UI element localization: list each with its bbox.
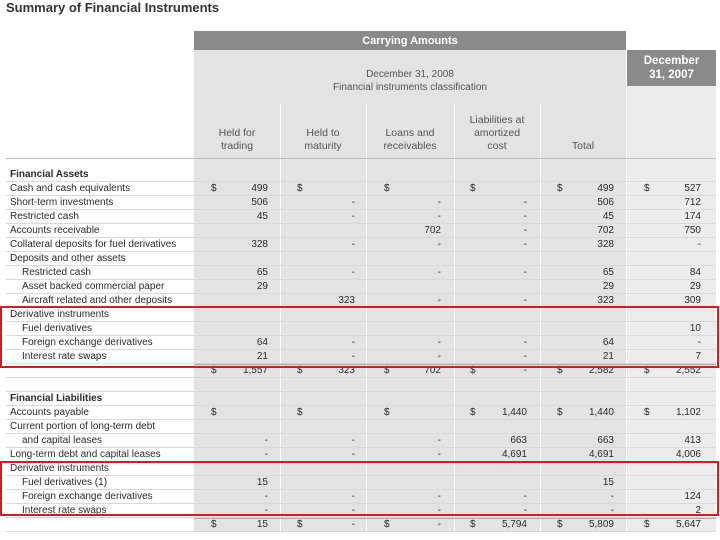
cell-value: 65 [256, 267, 268, 278]
cell-value: 4,006 [675, 449, 701, 460]
cell-value: 5,809 [588, 519, 614, 530]
currency-symbol: $ [211, 365, 217, 376]
cell-value: - [437, 239, 441, 250]
row-label: Fuel derivatives [22, 323, 93, 334]
cell-value: 64 [256, 337, 268, 348]
cell-value: - [437, 505, 441, 516]
cell-value: 21 [256, 351, 268, 362]
carrying-amounts-header [194, 31, 626, 50]
header-rule [6, 158, 716, 159]
currency-symbol: $ [557, 365, 563, 376]
cell-value: - [437, 491, 441, 502]
cell-value: 702 [424, 225, 441, 236]
table-row [0, 210, 720, 224]
cell-value: - [437, 337, 441, 348]
cell-value: - [351, 351, 355, 362]
cell-value: 527 [684, 183, 701, 194]
row-label: Foreign exchange derivatives [22, 491, 153, 502]
carrying-amounts-label: Carrying Amounts [362, 34, 458, 47]
cell-value: 750 [684, 225, 701, 236]
currency-symbol: $ [644, 519, 650, 530]
row-label: Deposits and other assets [10, 253, 126, 264]
row-label: Financial Assets [10, 169, 89, 180]
row-label: Aircraft related and other deposits [22, 295, 173, 306]
cell-value: 663 [510, 435, 527, 446]
col-label-line: cost [487, 140, 507, 152]
cell-value: - [610, 505, 614, 516]
row-label: Foreign exchange derivatives [22, 337, 153, 348]
cell-value: - [351, 267, 355, 278]
cell-value: - [437, 519, 441, 530]
currency-symbol: $ [211, 519, 217, 530]
cell-value: - [523, 267, 527, 278]
cell-value: 29 [256, 281, 268, 292]
table-row [0, 224, 720, 238]
cell-value: 1,440 [588, 407, 614, 418]
row-label: Derivative instruments [10, 309, 109, 320]
currency-symbol: $ [557, 519, 563, 530]
currency-symbol: $ [384, 365, 390, 376]
cell-value: 1,102 [675, 407, 701, 418]
cell-value: - [351, 197, 355, 208]
cell-value: - [523, 225, 527, 236]
currency-symbol: $ [557, 183, 563, 194]
cell-value: - [523, 239, 527, 250]
cell-value: 29 [602, 281, 614, 292]
cell-value: 2,552 [675, 365, 701, 376]
cell-value: 4,691 [588, 449, 614, 460]
col-label-line: amortized [473, 127, 521, 139]
cell-value: - [264, 449, 268, 460]
currency-symbol: $ [384, 183, 390, 194]
cell-value: 45 [256, 211, 268, 222]
cell-value: 413 [684, 435, 701, 446]
cell-value: - [437, 295, 441, 306]
col-label-line: receivables [383, 140, 437, 152]
page-title: Summary of Financial Instruments [6, 0, 220, 15]
cell-value: 2 [695, 505, 701, 516]
cell-value: 124 [684, 491, 701, 502]
row-label: Interest rate swaps [22, 351, 107, 362]
table-row [0, 168, 720, 182]
cell-value: - [697, 239, 701, 250]
december-2008-label: December 31, 2008 [366, 69, 454, 80]
cell-value: 21 [602, 351, 614, 362]
cell-value: 2,582 [588, 365, 614, 376]
cell-value: 712 [684, 197, 701, 208]
cell-value: 84 [689, 267, 701, 278]
table-row [0, 378, 720, 392]
cell-value: 663 [597, 435, 614, 446]
row-label: Accounts payable [10, 407, 89, 418]
row-label: Short-term investments [10, 197, 114, 208]
cell-value: - [351, 337, 355, 348]
currency-symbol: $ [384, 519, 390, 530]
cell-value: - [351, 491, 355, 502]
classification-label: Financial instruments classification [333, 82, 487, 93]
table-row [0, 518, 720, 532]
table-row [0, 448, 720, 462]
cell-value: 323 [338, 365, 355, 376]
table-row [0, 252, 720, 266]
cell-value: 702 [424, 365, 441, 376]
col-label-line: trading [220, 140, 254, 152]
currency-symbol: $ [470, 365, 476, 376]
cell-value: 499 [251, 183, 268, 194]
row-label: Accounts receivable [10, 225, 100, 236]
col-label-line: Held to [306, 127, 340, 139]
cell-value: - [437, 435, 441, 446]
col-total [540, 140, 626, 153]
currency-symbol: $ [297, 407, 303, 418]
cell-value: 323 [597, 295, 614, 306]
currency-symbol: $ [644, 407, 650, 418]
december-2007-label: December 31, 2007 [643, 55, 700, 81]
col-label-line: Loans and [385, 127, 435, 139]
cell-value: 323 [338, 295, 355, 306]
cell-value: - [523, 197, 527, 208]
col-label-line: maturity [304, 140, 342, 152]
cell-value: - [351, 435, 355, 446]
cell-value: 5,794 [501, 519, 527, 530]
currency-symbol: $ [297, 183, 303, 194]
cell-value: 1,557 [242, 365, 268, 376]
cell-value: - [351, 519, 355, 530]
cell-value: - [523, 365, 527, 376]
row-label: Long-term debt and capital leases [10, 449, 161, 460]
cell-value: 506 [251, 197, 268, 208]
cell-value: 5,647 [675, 519, 701, 530]
cell-value: - [610, 491, 614, 502]
cell-value: 45 [602, 211, 614, 222]
row-label: Restricted cash [22, 267, 91, 278]
cell-value: - [437, 211, 441, 222]
table-row [0, 266, 720, 280]
row-label: Restricted cash [10, 211, 79, 222]
cell-value: 174 [684, 211, 701, 222]
cell-value: - [264, 435, 268, 446]
currency-symbol: $ [297, 519, 303, 530]
cell-value: - [351, 449, 355, 460]
cell-value: - [264, 505, 268, 516]
cell-value: 328 [251, 239, 268, 250]
cell-value: 506 [597, 197, 614, 208]
cell-value: - [523, 337, 527, 348]
col-label-line: Held for [218, 127, 256, 139]
table-row [0, 182, 720, 196]
currency-symbol: $ [644, 183, 650, 194]
cell-value: - [437, 197, 441, 208]
row-label: Asset backed commercial paper [22, 281, 165, 292]
col-label-line: Total [571, 140, 595, 152]
total-rule [194, 518, 716, 519]
table-row [0, 434, 720, 448]
currency-symbol: $ [297, 365, 303, 376]
cell-value: 64 [602, 337, 614, 348]
row-label: Current portion of long-term debt [10, 421, 156, 432]
row-divider [6, 531, 716, 532]
currency-symbol: $ [384, 407, 390, 418]
row-label: Financial Liabilities [10, 393, 103, 404]
cell-value: 4,691 [501, 449, 527, 460]
cell-value: 15 [602, 477, 614, 488]
row-label: Derivative instruments [10, 463, 109, 474]
cell-value: - [523, 211, 527, 222]
table-row [0, 406, 720, 420]
cell-value: - [437, 449, 441, 460]
highlight-liability-derivatives [0, 461, 719, 516]
currency-symbol: $ [470, 183, 476, 194]
cell-value: - [264, 491, 268, 502]
cell-value: - [351, 211, 355, 222]
currency-symbol: $ [470, 519, 476, 530]
cell-value: - [351, 239, 355, 250]
cell-value: 10 [689, 323, 701, 334]
table-row [0, 280, 720, 294]
cell-value: - [523, 295, 527, 306]
cell-value: - [437, 351, 441, 362]
row-label: Cash and cash equivalents [10, 183, 131, 194]
col-held-to-maturity [280, 127, 366, 153]
cell-value: - [351, 505, 355, 516]
table-row [0, 420, 720, 434]
cell-value: - [523, 491, 527, 502]
table-row [0, 392, 720, 406]
cell-value: 499 [597, 183, 614, 194]
cell-value: 7 [695, 351, 701, 362]
row-label: and capital leases [22, 435, 103, 446]
currency-symbol: $ [557, 407, 563, 418]
cell-value: 65 [602, 267, 614, 278]
cell-value: - [697, 337, 701, 348]
december-2007-header [627, 50, 716, 86]
currency-symbol: $ [644, 365, 650, 376]
col-held-for-trading [194, 127, 280, 153]
col-liabilities-amortized-cost [454, 114, 540, 153]
col-label-line: Liabilities at [469, 114, 525, 126]
table-row [0, 196, 720, 210]
col-loans-and-receivables [366, 127, 454, 153]
table-row [0, 238, 720, 252]
currency-symbol: $ [470, 407, 476, 418]
cell-value: 29 [689, 281, 701, 292]
cell-value: 309 [684, 295, 701, 306]
cell-value: 1,440 [501, 407, 527, 418]
cell-value: 702 [597, 225, 614, 236]
row-label: Fuel derivatives (1) [22, 477, 108, 488]
currency-symbol: $ [211, 183, 217, 194]
cell-value: 15 [256, 519, 268, 530]
cell-value: - [437, 267, 441, 278]
cell-value: 328 [597, 239, 614, 250]
cell-value: 15 [256, 477, 268, 488]
december-2008-header [194, 68, 626, 94]
row-label: Collateral deposits for fuel derivatives [10, 239, 177, 250]
currency-symbol: $ [211, 407, 217, 418]
cell-value: - [523, 351, 527, 362]
cell-value: - [523, 505, 527, 516]
row-label: Interest rate swaps [22, 505, 107, 516]
highlight-asset-derivatives [0, 306, 719, 368]
